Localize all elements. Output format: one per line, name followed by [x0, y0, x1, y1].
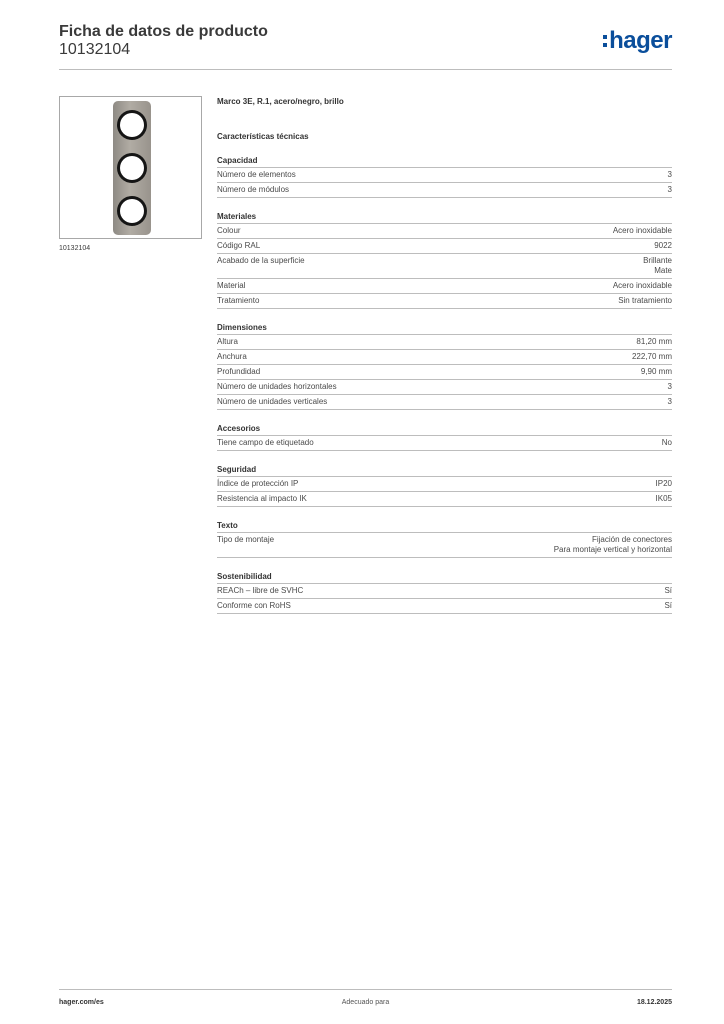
document-article-number: 10132104 [59, 41, 131, 58]
spec-value-line: Sin tratamiento [618, 296, 672, 305]
spec-label: Tratamiento [217, 296, 260, 305]
section-title: Accesorios [217, 424, 672, 436]
spec-value [664, 586, 672, 596]
section-title: Capacidad [217, 156, 672, 168]
spec-label: Número de elementos [217, 170, 296, 179]
section-title: Dimensiones [217, 323, 672, 335]
spec-value [656, 479, 672, 489]
spec-value-line: IP20 [655, 479, 672, 488]
spec-row [217, 254, 672, 279]
spec-label: Altura [217, 337, 238, 346]
footer-website-link[interactable]: hager.com/es [59, 999, 104, 1006]
spec-value-line: 3 [667, 382, 672, 391]
spec-value-line: Acero inoxidable [612, 226, 672, 235]
spec-label: Número de módulos [217, 185, 290, 194]
spec-value [664, 601, 672, 611]
spec-value [636, 337, 672, 347]
socket-opening-3 [117, 196, 147, 226]
spec-label: Acabado de la superficie [217, 256, 305, 265]
spec-label: Resistencia al impacto IK [217, 494, 307, 503]
technical-characteristics-heading: Características técnicas [217, 132, 309, 141]
spec-sections [217, 156, 672, 614]
spec-value [613, 281, 672, 291]
spec-value-line: Sí [664, 601, 672, 610]
spec-label: Tiene campo de etiquetado [217, 438, 314, 447]
spec-value-line: 9,90 mm [640, 367, 672, 376]
spec-value [668, 397, 672, 407]
spec-row [217, 365, 672, 380]
logo-wordmark: hager [609, 27, 672, 54]
spec-label: Profundidad [217, 367, 261, 376]
spec-value-line: 9022 [654, 241, 672, 250]
spec-row [217, 533, 672, 558]
spec-value-line: Acero inoxidable [612, 281, 672, 290]
spec-value [654, 241, 672, 251]
spec-row [217, 584, 672, 599]
hager-logo [603, 28, 672, 54]
footer-suitable-for: Adecuado para [341, 999, 390, 1006]
spec-value [643, 256, 672, 276]
page-footer [59, 989, 672, 1011]
footer-date: 18.12.2025 [636, 999, 672, 1006]
spec-row [217, 294, 672, 309]
spec-row [217, 239, 672, 254]
spec-value [662, 438, 672, 448]
page-header [59, 22, 672, 70]
spec-row [217, 477, 672, 492]
spec-row [217, 335, 672, 350]
spec-value-line: IK05 [655, 494, 672, 503]
spec-row [217, 183, 672, 198]
spec-row [217, 279, 672, 294]
spec-section [217, 424, 672, 451]
product-name: Marco 3E, R.1, acero/negro, brillo [217, 97, 344, 106]
spec-label: Número de unidades horizontales [217, 382, 337, 391]
spec-section [217, 572, 672, 614]
frame-plate-image [113, 101, 151, 235]
spec-row [217, 380, 672, 395]
spec-row [217, 436, 672, 451]
spec-value [668, 170, 672, 180]
spec-row [217, 599, 672, 614]
spec-value [668, 185, 672, 195]
spec-value-line: 3 [667, 185, 672, 194]
spec-value [632, 352, 672, 362]
socket-opening-1 [117, 110, 147, 140]
spec-label: Colour [217, 226, 241, 235]
spec-label: Número de unidades verticales [217, 397, 328, 406]
spec-row [217, 168, 672, 183]
spec-value [613, 226, 672, 236]
spec-section [217, 521, 672, 558]
specifications [217, 96, 672, 614]
spec-row [217, 350, 672, 365]
spec-value-line: Para montaje vertical y horizontal [553, 545, 672, 554]
spec-label: Material [217, 281, 246, 290]
spec-value-line: 3 [667, 170, 672, 179]
spec-label: Código RAL [217, 241, 261, 250]
spec-row [217, 492, 672, 507]
spec-section [217, 323, 672, 410]
document-title: Ficha de datos de producto [59, 23, 268, 40]
spec-value-line: 3 [667, 397, 672, 406]
spec-value [668, 382, 672, 392]
product-image [59, 96, 202, 239]
section-title: Sostenibilidad [217, 572, 672, 584]
spec-section [217, 212, 672, 309]
image-caption: 10132104 [59, 245, 91, 252]
spec-value-line: Fijación de conectores [591, 535, 672, 544]
spec-value [618, 296, 672, 306]
section-title: Texto [217, 521, 672, 533]
spec-section [217, 156, 672, 198]
spec-label: Tipo de montaje [217, 535, 275, 544]
spec-label: Conforme con RoHS [217, 601, 291, 610]
section-title: Materiales [217, 212, 672, 224]
spec-value [641, 367, 672, 377]
section-title: Seguridad [217, 465, 672, 477]
spec-value [554, 535, 672, 555]
spec-value-line: Brillante [643, 256, 672, 265]
spec-value-line: 81,20 mm [636, 337, 672, 346]
socket-opening-2 [117, 153, 147, 183]
spec-section [217, 465, 672, 507]
spec-row [217, 224, 672, 239]
logo-dots-icon [603, 35, 607, 47]
spec-value-line: Mate [654, 266, 672, 275]
spec-label: REACh – libre de SVHC [217, 586, 304, 595]
spec-value-line: Sí [664, 586, 672, 595]
spec-value-line: 222,70 mm [631, 352, 672, 361]
spec-value [656, 494, 672, 504]
spec-row [217, 395, 672, 410]
spec-label: Índice de protección IP [217, 479, 299, 488]
spec-value-line: No [661, 438, 672, 447]
spec-label: Anchura [217, 352, 247, 361]
